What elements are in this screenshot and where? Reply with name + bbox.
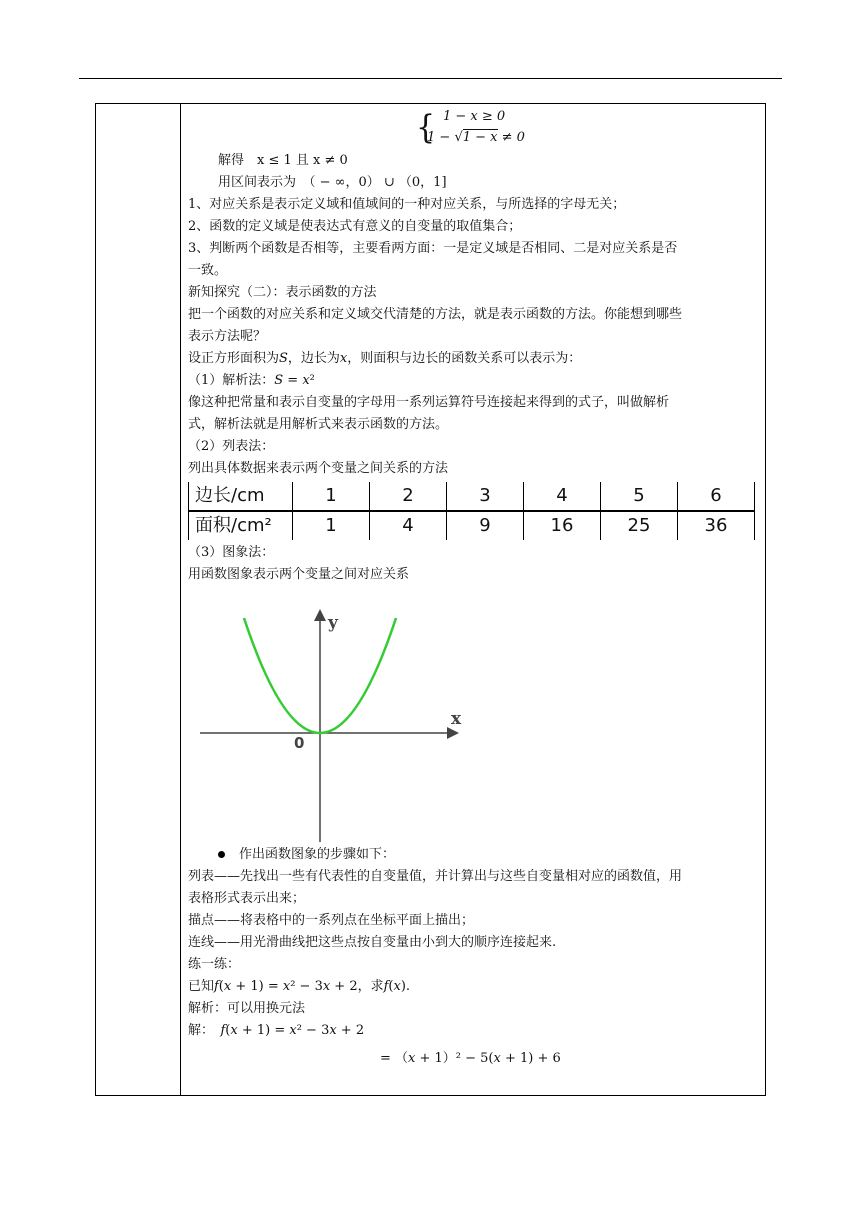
steps-title: 作出函数图象的步骤如下： <box>188 844 758 866</box>
system-row-2: 1 − √1 − 𝑥 ≠ 0 <box>427 130 525 145</box>
method-analytic: （1）解析法：𝑆 = 𝑥² <box>188 373 315 388</box>
intro-text: 把一个函数的对应关系和定义域交代清楚的方法，就是表示函数的方法。你能想到哪些 <box>188 307 683 322</box>
parabola-svg <box>188 586 488 844</box>
method-analytic-desc-cont: 式，解析法就是用解析式来表示函数的方法。 <box>188 417 449 432</box>
table-header-area: 面积/cm² <box>189 511 293 540</box>
method-analytic-desc: 像这种把常量和表示自变量的字母用一系列运算符号连接起来得到的式子，叫做解析 <box>188 395 670 410</box>
intro-text-cont: 表示方法呢？ <box>188 329 267 344</box>
step-list: 列表——先找出一些有代表性的自变量值，并计算出与这些自变量相对应的函数值，用 <box>188 869 683 884</box>
column-divider <box>180 103 181 1096</box>
table-cell: 1 <box>293 511 370 540</box>
point-1: 1、对应关系是表示定义域和值域间的一种对应关系，与所选择的字母无关； <box>188 197 626 212</box>
table-cell: 1 <box>293 482 370 511</box>
table-header-side: 边长/cm <box>189 482 293 511</box>
setup-text: 设正方形面积为𝑆，边长为𝑥，则面积与边长的函数关系可以表示为： <box>188 351 582 366</box>
table-cell: 4 <box>370 511 447 540</box>
practice-heading: 练一练： <box>188 957 241 972</box>
square-area-table <box>188 482 755 540</box>
solution-step-1: 解： 𝑓(𝑥 + 1) = 𝑥² − 3𝑥 + 2 <box>188 1023 365 1038</box>
practice-problem: 已知𝑓(𝑥 + 1) = 𝑥² − 3𝑥 + 2，求𝑓(𝑥). <box>188 979 411 994</box>
table-cell: 4 <box>524 482 601 511</box>
step-plot: 描点——将表格中的一系列点在坐标平面上描出； <box>188 913 475 928</box>
table-cell: 25 <box>601 511 678 540</box>
interval-line: 用区间表示为 （ − ∞，0） ∪ （0，1] <box>218 175 447 190</box>
method-table-desc: 列出具体数据来表示两个变量之间关系的方法 <box>188 461 449 476</box>
table-cell: 9 <box>447 511 524 540</box>
solution-step-2: = （𝑥 + 1）² − 5(𝑥 + 1) + 6 <box>380 1051 561 1066</box>
inequality-system <box>188 106 758 150</box>
table-cell: 2 <box>370 482 447 511</box>
header-rule <box>79 78 782 79</box>
table-row <box>189 482 755 511</box>
table-cell: 3 <box>447 482 524 511</box>
solution-line: 解得 x ≤ 1 且 x ≠ 0 <box>218 153 348 168</box>
table-row <box>189 511 755 540</box>
section-heading: 新知探究（二）：表示函数的方法 <box>188 285 377 300</box>
bullet-icon <box>218 851 225 858</box>
lesson-content <box>188 106 758 1070</box>
brace: { <box>416 108 436 147</box>
point-3: 3、判断两个函数是否相等，主要看两方面：一是定义域是否相同、二是对应关系是否 <box>188 241 678 256</box>
table-cell: 16 <box>524 511 601 540</box>
x-axis-label: x <box>451 709 462 729</box>
table-cell: 6 <box>678 482 755 511</box>
y-axis-label: y <box>328 613 338 633</box>
method-graph: （3）图象法： <box>188 545 275 560</box>
method-graph-desc: 用函数图象表示两个变量之间对应关系 <box>188 567 410 582</box>
parabola-graph <box>188 586 758 844</box>
system-row-1: 1 − 𝑥 ≥ 0 <box>443 109 506 124</box>
step-connect: 连线——用光滑曲线把这些点按自变量由小到大的顺序连接起来. <box>188 935 557 950</box>
table-cell: 5 <box>601 482 678 511</box>
origin-label: 0 <box>294 734 305 752</box>
point-3-cont: 一致。 <box>188 263 228 278</box>
step-list-cont: 表格形式表示出来； <box>188 891 306 906</box>
method-table: （2）列表法： <box>188 439 275 454</box>
table-cell: 36 <box>678 511 755 540</box>
practice-analysis: 解析：可以用换元法 <box>188 1001 306 1016</box>
point-2: 2、函数的定义域是使表达式有意义的自变量的取值集合； <box>188 219 522 234</box>
